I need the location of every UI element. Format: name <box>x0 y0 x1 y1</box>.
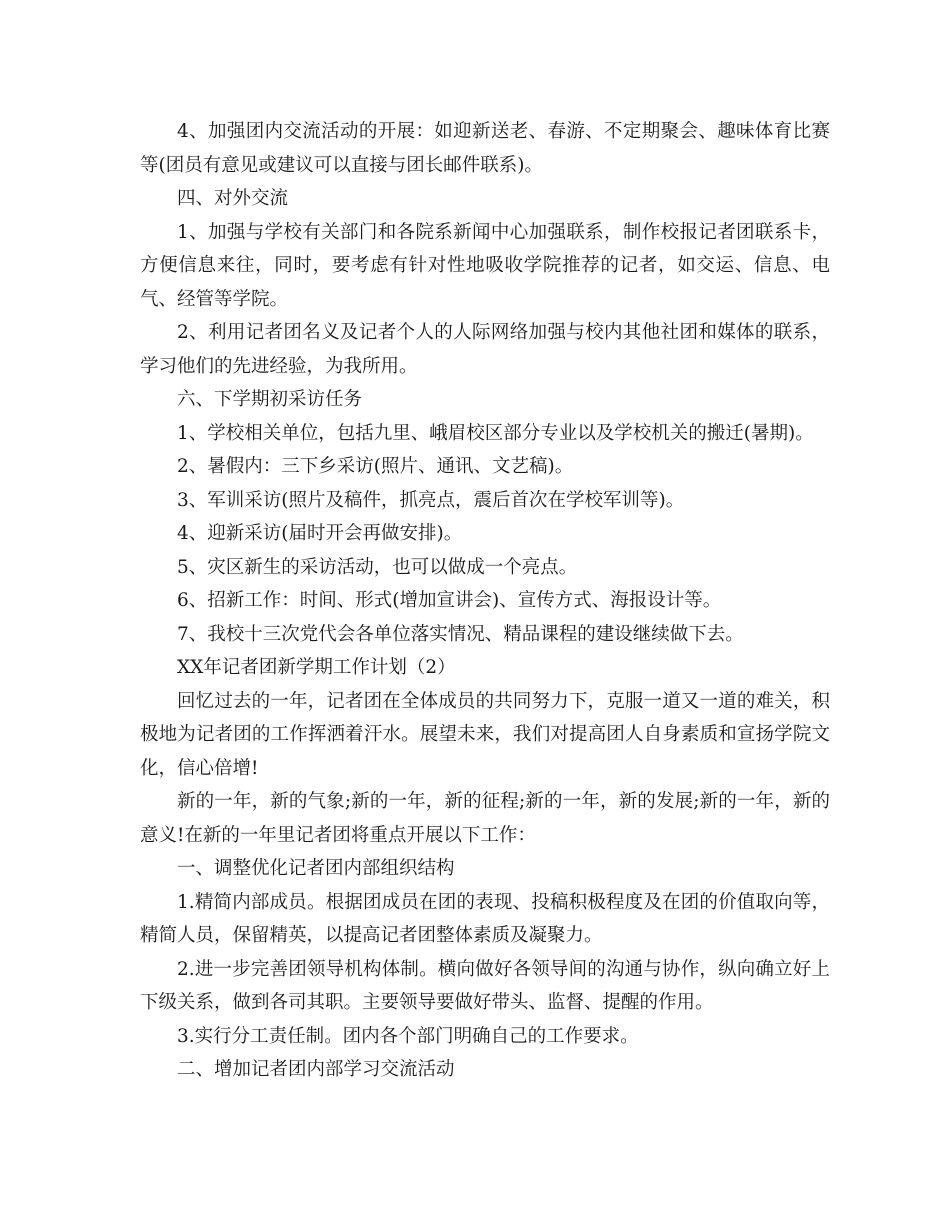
list-item-task-1: 1、学校相关单位，包括九里、峨眉校区部分专业以及学校机关的搬迁(暑期)。 <box>177 422 814 444</box>
list-item-task-3: 3、军训采访(照片及稿件，抓亮点，震后首次在学校军训等)。 <box>177 489 685 511</box>
paragraph-exchange-activities: 4、加强团内交流活动的开展：如迎新送老、春游、不定期聚会、趣味体育比赛等(团员有意见或建议可以直接与团长邮件联系)。 <box>140 121 830 176</box>
list-item-leadership-system: 2.进一步完善团领导机构体制。横向做好各领导间的沟通与协作，纵向确立好上下级关系，做到各司其职。主要领导要做好带头、监督、提醒的作用。 <box>140 958 830 1013</box>
paragraph-review-past-year: 回忆过去的一年，记者团在全体成员的共同努力下，克服一道又一道的难关，积极地为记者团的工作挥洒着汗水。展望未来，我们对提高团人自身素质和宣扬学院文化，信心倍增! <box>140 690 830 779</box>
list-item-task-2: 2、暑假内：三下乡采访(照片、通讯、文艺稿)。 <box>177 456 574 477</box>
heading-internal-learning: 二、增加记者团内部学习交流活动 <box>177 1059 455 1080</box>
list-item-streamline-members: 1.精简内部成员。根据团成员在团的表现、投稿积极程度及在团的价值取向等，精简人员，保留精英，以提高记者团整体素质及凝聚力。 <box>140 891 830 946</box>
heading-external-exchange: 四、对外交流 <box>177 188 289 209</box>
paragraph-contact-departments: 1、加强与学校有关部门和各院系新闻中心加强联系，制作校报记者团联系卡，方便信息来往，同时，要考虑有针对性地吸收学院推荐的记者，如交运、信息、电气、经管等学院。 <box>140 221 830 310</box>
list-item-task-4: 4、迎新采访(届时开会再做安排)。 <box>177 523 463 544</box>
document-body <box>140 115 830 1087</box>
section-title-plan-2: XX年记者团新学期工作计划（2） <box>177 657 456 678</box>
list-item-task-6: 6、招新工作：时间、形式(增加宣讲会)、宣传方式、海报设计等。 <box>177 590 722 611</box>
heading-interview-tasks: 六、下学期初采访任务 <box>177 389 363 410</box>
paragraph-interpersonal-network: 2、利用记者团名义及记者个人的人际网络加强与校内其他社团和媒体的联系，学习他们的先进经验，为我所用。 <box>140 322 830 377</box>
heading-optimize-structure: 一、调整优化记者团内部组织结构 <box>177 858 455 879</box>
list-item-task-7: 7、我校十三次党代会各单位落实情况、精品课程的建设继续做下去。 <box>177 623 744 645</box>
list-item-responsibility-system: 3.实行分工责任制。团内各个部门明确自己的工作要求。 <box>177 1025 639 1047</box>
list-item-task-5: 5、灾区新生的采访活动，也可以做成一个亮点。 <box>177 556 578 578</box>
paragraph-new-year: 新的一年，新的气象;新的一年，新的征程;新的一年，新的发展;新的一年，新的意义!在新的一年里记者团将重点开展以下工作： <box>140 791 830 846</box>
